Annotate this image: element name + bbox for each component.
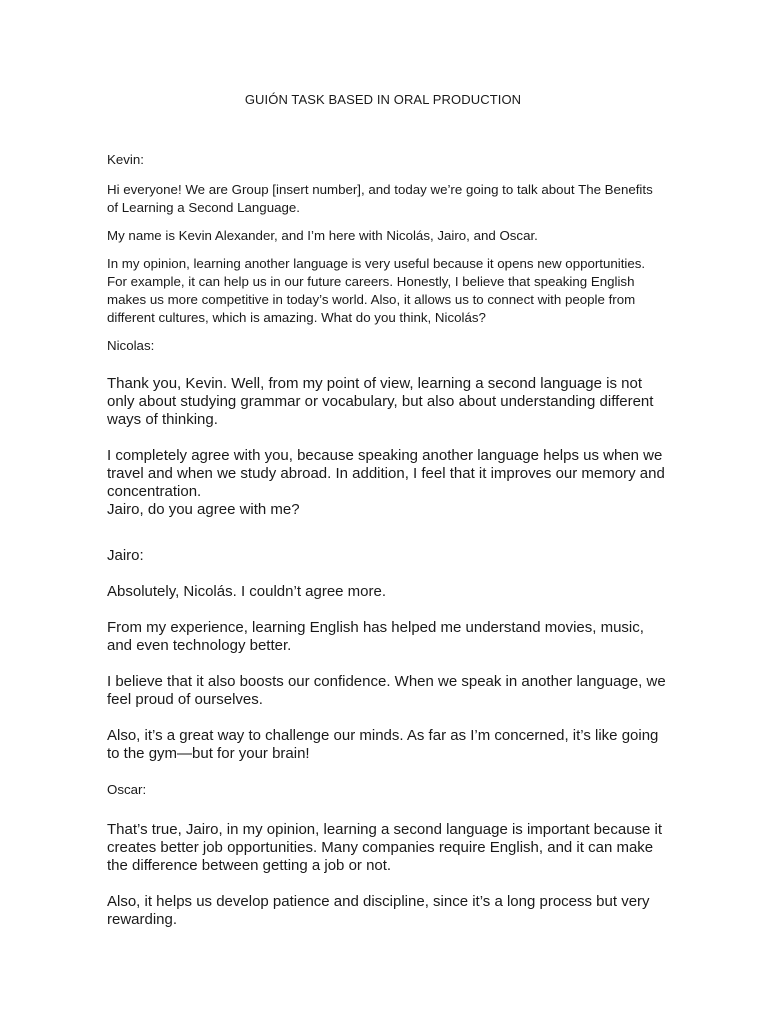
document-content <box>107 92 667 947</box>
oscar-paragraph-2: Also, it helps us develop patience and discipline, since it’s a long process but very rewarding. <box>107 893 650 928</box>
jairo-paragraph-4: Also, it’s a great way to challenge our minds. As far as I’m concerned, it’s like going to the gym—but for your brain! <box>107 727 659 762</box>
jairo-paragraph-2: From my experience, learning English has helped me understand movies, music, and even technology better. <box>107 619 644 654</box>
speaker-label-nicolas: Nicolas: <box>107 338 155 353</box>
oscar-paragraph-1: That’s true, Jairo, in my opinion, learning a second language is important because it creates better job opportunities. Many companies require English, and it can make the difference between getting a job or not. <box>107 821 663 874</box>
nicolas-paragraph-1: Thank you, Kevin. Well, from my point of view, learning a second language is not only about studying grammar or vocabulary, but also about understanding different ways of thinking. <box>107 375 654 428</box>
speaker-label-kevin: Kevin: <box>107 152 144 167</box>
nicolas-paragraph-2: I completely agree with you, because speaking another language helps us when we travel and when we study abroad. In addition, I feel that it improves our memory and concentration. <box>107 447 665 500</box>
document-title: GUIÓN TASK BASED IN ORAL PRODUCTION <box>244 92 522 107</box>
nicolas-paragraph-3: Jairo, do you agree with me? <box>107 501 300 518</box>
speaker-label-jairo: Jairo: <box>107 547 144 564</box>
speaker-label-oscar: Oscar: <box>107 782 147 797</box>
jairo-paragraph-1: Absolutely, Nicolás. I couldn’t agree more. <box>107 583 387 600</box>
jairo-paragraph-3: I believe that it also boosts our confidence. When we speak in another language, we feel proud of ourselves. <box>107 673 666 708</box>
kevin-paragraph-1: Hi everyone! We are Group [insert number], and today we’re going to talk about The Benefits of Learning a Second Language. <box>107 182 653 215</box>
kevin-paragraph-2: My name is Kevin Alexander, and I’m here with Nicolás, Jairo, and Oscar. <box>107 228 538 243</box>
kevin-paragraph-3: In my opinion, learning another language is very useful because it opens new opportunities. For example, it can help us in our future careers. Honestly, I believe that speaking English makes us more competitive in today’s world. Also, it allows us to connect with people from different cultures, which is amazing. What do you think, Nicolás? <box>107 256 646 325</box>
